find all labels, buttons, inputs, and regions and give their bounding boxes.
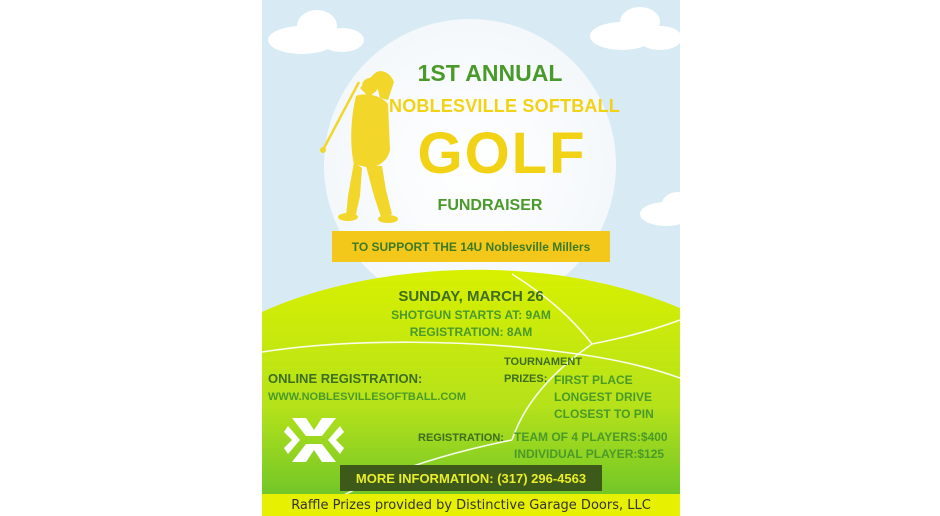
registration-fee-label: REGISTRATION: [418, 432, 504, 444]
fee-individual: INDIVIDUAL PLAYER:$125 [514, 447, 665, 461]
prizes-label: PRIZES: [504, 373, 548, 385]
fundraiser-poster [262, 0, 680, 516]
online-registration-url[interactable]: WWW.NOBLESVILLESOFTBALL.COM [268, 391, 466, 403]
title-fundraiser: FUNDRAISER [437, 197, 543, 214]
title-annual: 1ST ANNUAL [417, 60, 563, 86]
shotgun-start: SHOTGUN STARTS AT: 9AM [391, 308, 551, 322]
prize-item: LONGEST DRIVE [554, 390, 653, 404]
title-noblesville-softball: NOBLESVILLE SOFTBALL [389, 96, 620, 116]
fee-team: TEAM OF 4 PLAYERS:$400 [514, 430, 668, 444]
tournament-label: TOURNAMENT [504, 356, 583, 368]
support-banner [332, 231, 610, 262]
more-information-text: MORE INFORMATION: (317) 296-4563 [355, 470, 587, 486]
online-registration-label: ONLINE REGISTRATION: [268, 371, 423, 386]
raffle-text: Raffle Prizes provided by Distinctive Garage Doors, LLC [291, 497, 651, 513]
more-information-banner [340, 465, 602, 491]
support-text: TO SUPPORT THE 14U Noblesville Millers [351, 239, 591, 254]
event-date: SUNDAY, MARCH 26 [398, 288, 544, 305]
raffle-bar [262, 494, 680, 516]
title-golf: GOLF [417, 121, 587, 186]
prize-item: FIRST PLACE [554, 373, 633, 387]
registration-time: REGISTRATION: 8AM [409, 325, 533, 339]
prize-item: CLOSEST TO PIN [554, 407, 654, 421]
